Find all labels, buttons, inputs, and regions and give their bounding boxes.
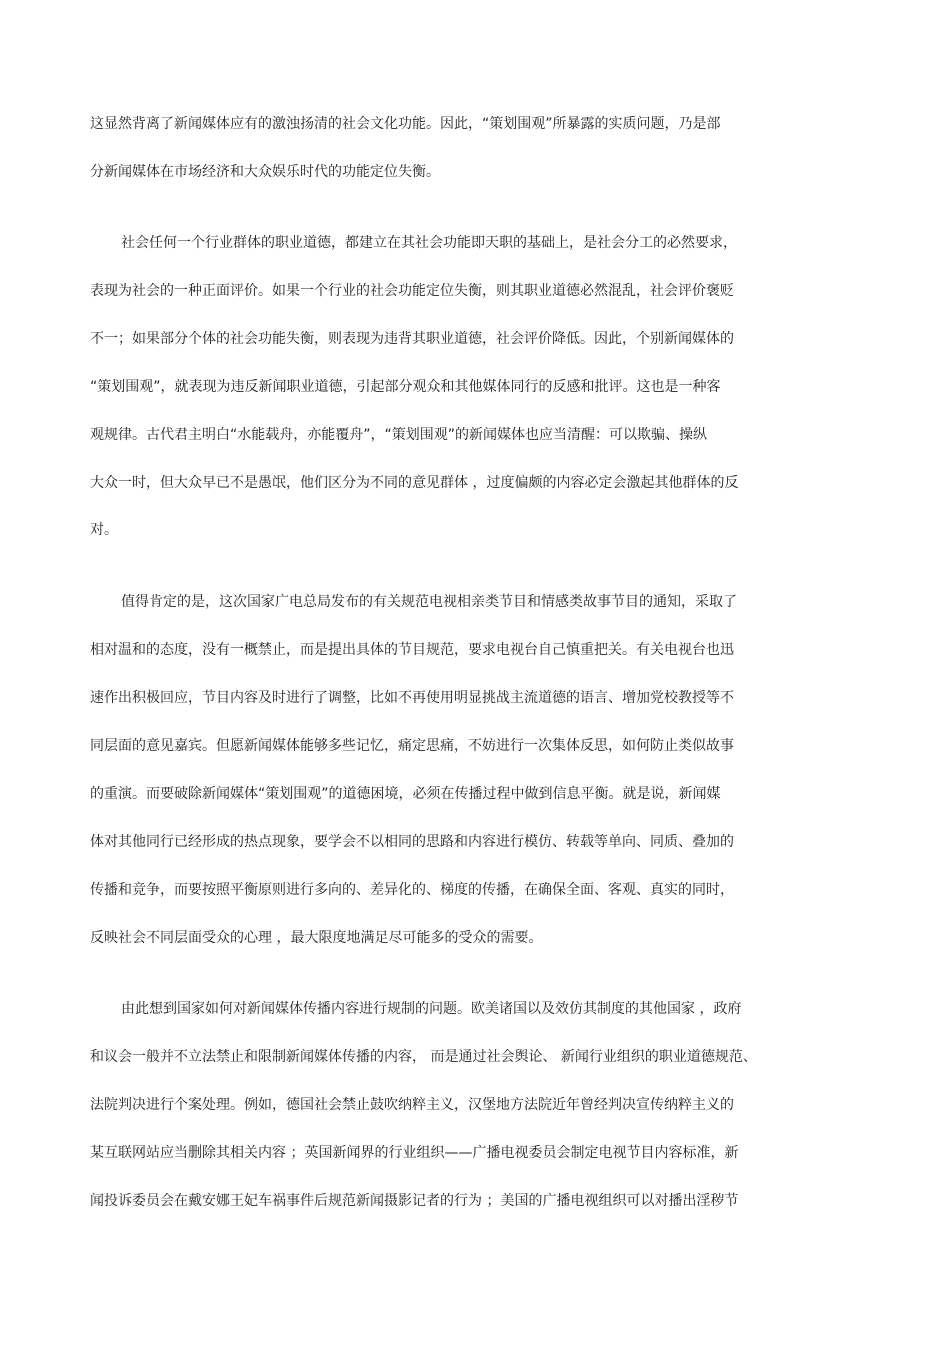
paragraph-1-line-1: 这显然背离了新闻媒体应有的激浊扬清的社会文化功能。因此，“策划围观”所暴露的实质问题，乃是部 xyxy=(90,116,721,132)
paragraph-2-line-5: 观规律。古代君主明白“水能载舟，亦能覆舟”，“策划围观”的新闻媒体也应当清醒：可以欺骗、操纵 xyxy=(90,427,708,443)
paragraph-2-line-4: “策划围观”，就表现为违反新闻职业道德，引起部分观众和其他媒体同行的反感和批评。这也是一种客 xyxy=(90,379,721,395)
paragraph-4-line-4: 某互联网站应当删除其相关内容 ；英国新闻界的行业组织——广播电视委员会制定电视节目内容标准，新 xyxy=(90,1145,739,1161)
paragraph-3-line-1: 值得肯定的是，这次国家广电总局发布的有关规范电视相亲类节目和情感类故事节目的通知，采取了 xyxy=(121,594,737,610)
paragraph-2-line-3: 不一；如果部分个体的社会功能失衡，则表现为违背其职业道德，社会评价降低。因此，个别新闻媒体的 xyxy=(90,331,734,347)
paragraph-3-line-3: 速作出积极回应，节目内容及时进行了调整，比如不再使用明显挑战主流道德的语言、增加党校教授等不 xyxy=(90,690,734,706)
paragraph-2-line-6: 大众一时，但大众早已不是愚氓，他们区分为不同的意见群体 ，过度偏颇的内容必定会激起其他群体的反 xyxy=(90,475,739,491)
paragraph-3-line-5: 的重演。而要破除新闻媒体“策划围观”的道德困境，必须在传播过程中做到信息平衡。就是说，新闻媒 xyxy=(90,786,721,802)
paragraph-3-line-2: 相对温和的态度，没有一概禁止，而是提出具体的节目规范，要求电视台自己慎重把关。有关电视台也迅 xyxy=(90,642,734,658)
paragraph-2-line-7: 对。 xyxy=(90,522,118,538)
paragraph-1-line-2: 分新闻媒体在市场经济和大众娱乐时代的功能定位失衡。 xyxy=(90,164,440,180)
paragraph-4-line-2: 和议会一般并不立法禁止和限制新闻媒体传播的内容， 而是通过社会舆论、 新闻行业组织的职业道德规范、 xyxy=(90,1049,757,1065)
paragraph-4-line-5: 闻投诉委员会在戴安娜王妃车祸事件后规范新闻摄影记者的行为 ；美国的广播电视组织可以对播出淫秽节 xyxy=(90,1193,739,1209)
paragraph-2-line-2: 表现为社会的一种正面评价。如果一个行业的社会功能定位失衡，则其职业道德必然混乱，社会评价褒贬 xyxy=(90,283,734,299)
paragraph-3-line-7: 传播和竞争，而要按照平衡原则进行多向的、差异化的、梯度的传播，在确保全面、客观、真实的同时， xyxy=(90,882,734,898)
paragraph-4-line-3: 法院判决进行个案处理。例如，德国社会禁止鼓吹纳粹主义，汉堡地方法院近年曾经判决宣传纳粹主义的 xyxy=(90,1097,734,1113)
paragraph-2-line-1: 社会任何一个行业群体的职业道德，都建立在其社会功能即天职的基础上，是社会分工的必然要求， xyxy=(121,235,737,251)
paragraph-4-line-1: 由此想到国家如何对新闻媒体传播内容进行规制的问题。欧美诸国以及效仿其制度的其他国家 ，政府 xyxy=(121,1001,742,1017)
paragraph-3-line-8: 反映社会不同层面受众的心理 ，最大限度地满足尽可能多的受众的需要。 xyxy=(90,930,543,946)
paragraph-3-line-4: 同层面的意见嘉宾。但愿新闻媒体能够多些记忆，痛定思痛，不妨进行一次集体反思，如何防止类似故事 xyxy=(90,738,734,754)
paragraph-3-line-6: 体对其他同行已经形成的热点现象，要学会不以相同的思路和内容进行模仿、转载等单向、同质、叠加的 xyxy=(90,834,734,850)
